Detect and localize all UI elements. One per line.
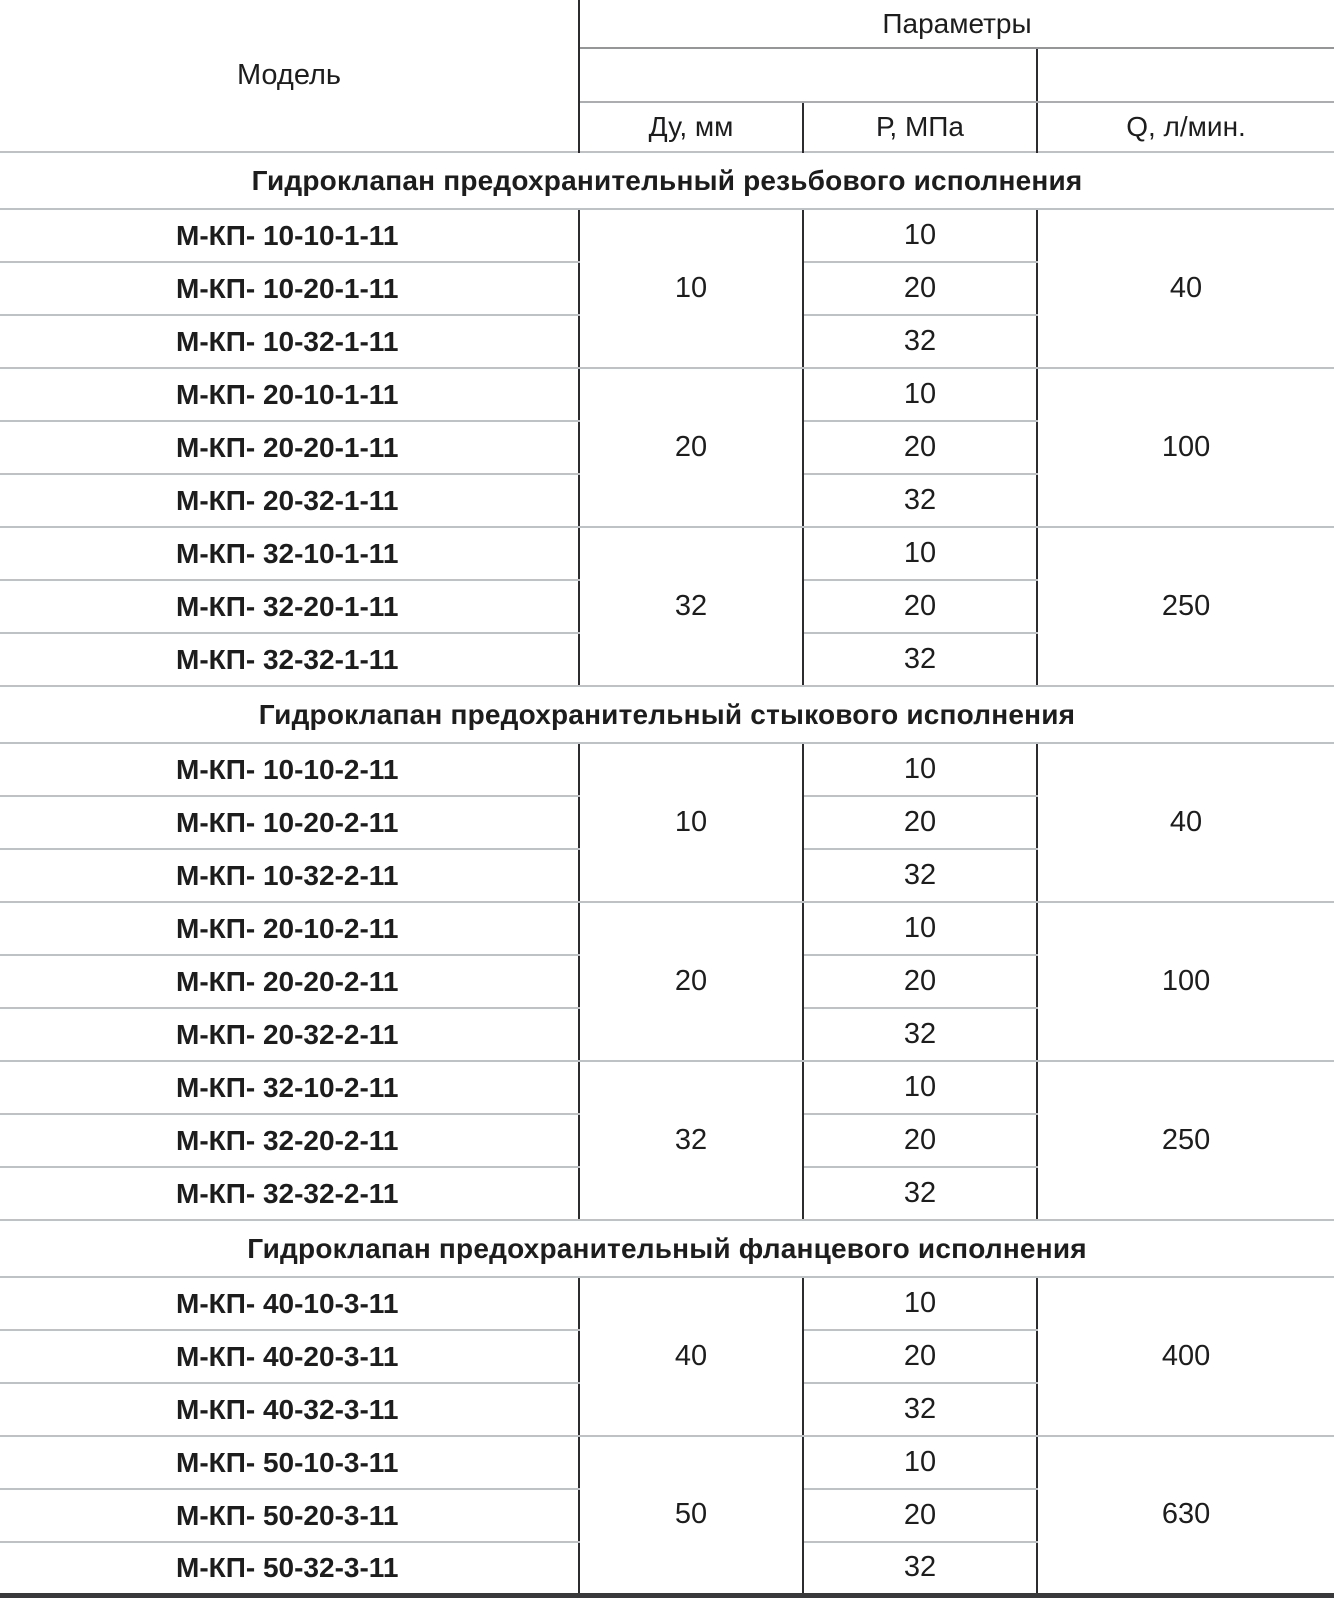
p-cell: 32 — [803, 474, 1037, 527]
model-cell: М-КП- 10-32-1-11 — [0, 315, 579, 368]
q-cell: 40 — [1037, 743, 1334, 902]
p-cell: 10 — [803, 1277, 1037, 1330]
q-cell: 100 — [1037, 902, 1334, 1061]
p-cell: 20 — [803, 955, 1037, 1008]
p-cell: 20 — [803, 262, 1037, 315]
section-title: Гидроклапан предохранительный стыкового исполнения — [0, 686, 1334, 743]
section-flanged — [0, 1220, 1334, 1595]
model-cell: М-КП- 32-20-1-11 — [0, 580, 579, 633]
p-cell: 32 — [803, 633, 1037, 686]
du-cell: 10 — [579, 743, 803, 902]
table-row — [0, 209, 1334, 262]
model-cell: М-КП- 20-32-2-11 — [0, 1008, 579, 1061]
parameters-header-cell: Параметры — [579, 0, 1334, 48]
table-row — [0, 368, 1334, 421]
q-cell: 630 — [1037, 1436, 1334, 1595]
p-cell: 20 — [803, 421, 1037, 474]
table-row — [0, 1061, 1334, 1114]
p-cell: 10 — [803, 368, 1037, 421]
p-cell: 20 — [803, 1114, 1037, 1167]
p-cell: 20 — [803, 1489, 1037, 1542]
p-cell: 10 — [803, 1061, 1037, 1114]
table-row — [0, 902, 1334, 955]
model-cell: М-КП- 10-10-1-11 — [0, 209, 579, 262]
model-cell: М-КП- 32-10-2-11 — [0, 1061, 579, 1114]
model-cell: М-КП- 40-32-3-11 — [0, 1383, 579, 1436]
p-cell: 20 — [803, 1330, 1037, 1383]
table-row — [0, 1436, 1334, 1489]
model-cell: М-КП- 10-20-2-11 — [0, 796, 579, 849]
p-cell: 32 — [803, 1167, 1037, 1220]
p-cell: 10 — [803, 743, 1037, 796]
du-cell: 40 — [579, 1277, 803, 1436]
model-cell: М-КП- 40-20-3-11 — [0, 1330, 579, 1383]
p-cell: 32 — [803, 315, 1037, 368]
model-cell: М-КП- 32-20-2-11 — [0, 1114, 579, 1167]
parameters-spacer-right — [1037, 48, 1334, 102]
p-cell: 10 — [803, 527, 1037, 580]
du-cell: 32 — [579, 527, 803, 686]
model-cell: М-КП- 20-10-1-11 — [0, 368, 579, 421]
p-cell: 32 — [803, 1383, 1037, 1436]
q-cell: 400 — [1037, 1277, 1334, 1436]
model-cell: М-КП- 20-10-2-11 — [0, 902, 579, 955]
p-cell: 32 — [803, 1008, 1037, 1061]
du-cell: 20 — [579, 368, 803, 527]
table-row — [0, 527, 1334, 580]
section-butt — [0, 686, 1334, 1220]
model-cell: М-КП- 20-20-1-11 — [0, 421, 579, 474]
du-column-header: Ду, мм — [579, 102, 803, 152]
model-cell: М-КП- 50-10-3-11 — [0, 1436, 579, 1489]
model-cell: М-КП- 32-32-2-11 — [0, 1167, 579, 1220]
model-cell: М-КП- 40-10-3-11 — [0, 1277, 579, 1330]
model-cell: М-КП- 20-20-2-11 — [0, 955, 579, 1008]
section-title: Гидроклапан предохранительный фланцевого исполнения — [0, 1220, 1334, 1277]
p-cell: 20 — [803, 580, 1037, 633]
p-cell: 10 — [803, 902, 1037, 955]
table-row — [0, 743, 1334, 796]
model-cell: М-КП- 10-10-2-11 — [0, 743, 579, 796]
p-cell: 10 — [803, 1436, 1037, 1489]
model-cell: М-КП- 10-20-1-11 — [0, 262, 579, 315]
model-cell: М-КП- 50-32-3-11 — [0, 1542, 579, 1595]
model-cell: М-КП- 32-10-1-11 — [0, 527, 579, 580]
section-title: Гидроклапан предохранительный резьбового исполнения — [0, 152, 1334, 209]
du-cell: 20 — [579, 902, 803, 1061]
p-cell: 32 — [803, 849, 1037, 902]
model-cell: М-КП- 10-32-2-11 — [0, 849, 579, 902]
q-cell: 250 — [1037, 527, 1334, 686]
section-threaded — [0, 152, 1334, 686]
table-row — [0, 1277, 1334, 1330]
parameters-spacer-left — [579, 48, 1037, 102]
table-header — [0, 0, 1334, 152]
model-cell: М-КП- 50-20-3-11 — [0, 1489, 579, 1542]
q-cell: 250 — [1037, 1061, 1334, 1220]
model-header-cell: Модель — [0, 0, 579, 152]
du-cell: 10 — [579, 209, 803, 368]
du-cell: 32 — [579, 1061, 803, 1220]
p-cell: 10 — [803, 209, 1037, 262]
q-cell: 100 — [1037, 368, 1334, 527]
model-cell: М-КП- 20-32-1-11 — [0, 474, 579, 527]
q-cell: 40 — [1037, 209, 1334, 368]
p-cell: 32 — [803, 1542, 1037, 1595]
p-cell: 20 — [803, 796, 1037, 849]
p-column-header: Р, МПа — [803, 102, 1037, 152]
q-column-header: Q, л/мин. — [1126, 111, 1246, 142]
model-cell: М-КП- 32-32-1-11 — [0, 633, 579, 686]
du-cell: 50 — [579, 1436, 803, 1595]
